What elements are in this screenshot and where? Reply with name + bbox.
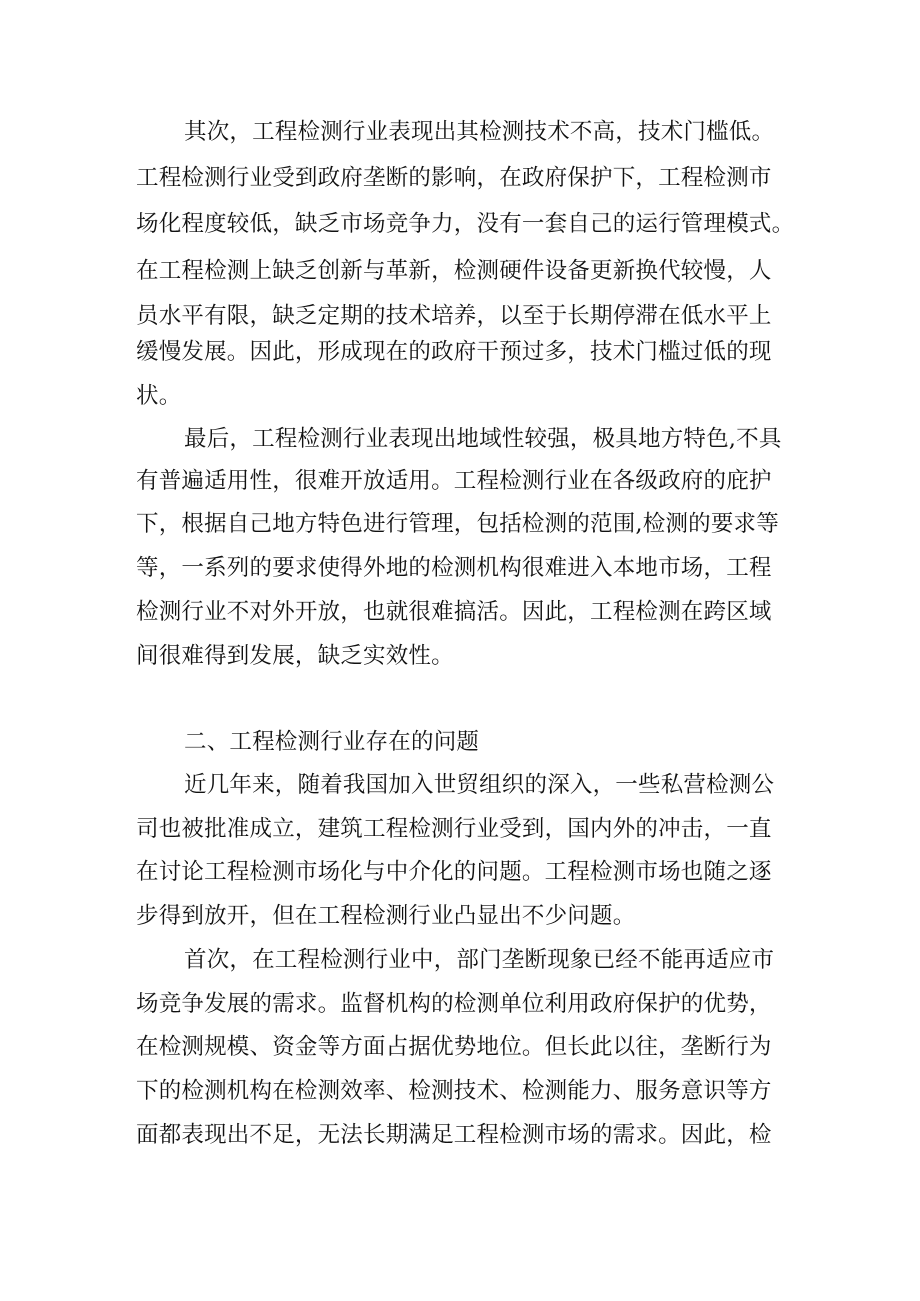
paragraph-2-line: 下，根据自己地方特色进行管理，包括检测的范围,检测的要求等 bbox=[136, 511, 779, 537]
paragraph-4-line: 首次，在工程检测行业中，部门垄断现象已经不能再适应市 bbox=[184, 947, 775, 973]
paragraph-4-line: 在检测规模、资金等方面占据优势地位。但长此以往，垄断行为 bbox=[136, 1034, 772, 1060]
paragraph-3-line: 步得到放开，但在工程检测行业凸显出不少问题。 bbox=[136, 903, 636, 929]
paragraph-1-line: 其次，工程检测行业表现出其检测技术不高，技术门槛低。 bbox=[184, 119, 775, 145]
paragraph-4-line: 下的检测机构在检测效率、检测技术、检测能力、服务意识等方 bbox=[136, 1078, 772, 1104]
paragraph-2-line: 有普遍适用性，很难开放适用。工程检测行业在各级政府的庇护 bbox=[136, 468, 772, 494]
section-heading: 二、工程检测行业存在的问题 bbox=[184, 729, 480, 755]
paragraph-1-line: 缓慢发展。因此，形成现在的政府干预过多，技术门槛过低的现 bbox=[136, 339, 772, 365]
paragraph-1-line: 员水平有限，缺乏定期的技术培养，以至于长期停滞在低水平上 bbox=[136, 303, 772, 329]
paragraph-1-line: 状。 bbox=[136, 383, 182, 409]
paragraph-4-line: 场竞争发展的需求。监督机构的检测单位利用政府保护的优势， bbox=[136, 991, 772, 1017]
paragraph-1-line: 场化程度较低，缺乏市场竞争力，没有一套自己的运行管理模式。 bbox=[136, 211, 795, 237]
paragraph-2-line: 检测行业不对外开放，也就很难搞活。因此，工程检测在跨区域 bbox=[136, 599, 772, 625]
paragraph-1-line: 工程检测行业受到政府垄断的影响，在政府保护下，工程检测市 bbox=[136, 165, 772, 191]
paragraph-2-line: 等，一系列的要求使得外地的检测机构很难进入本地市场，工程 bbox=[136, 555, 772, 581]
paragraph-2-line: 最后，工程检测行业表现出地域性较强，极具地方特色,不具 bbox=[184, 426, 782, 452]
paragraph-3-line: 在讨论工程检测市场化与中介化的问题。工程检测市场也随之逐 bbox=[136, 859, 772, 885]
paragraph-1-line: 在工程检测上缺乏创新与革新，检测硬件设备更新换代较慢，人 bbox=[136, 258, 772, 284]
paragraph-3-line: 司也被批准成立，建筑工程检测行业受到，国内外的冲击，一直 bbox=[136, 816, 772, 842]
paragraph-2-line: 间很难得到发展，缺乏实效性。 bbox=[136, 643, 454, 669]
paragraph-3-line: 近几年来，随着我国加入世贸组织的深入，一些私营检测公 bbox=[184, 772, 775, 798]
paragraph-4-line: 面都表现出不足，无法长期满足工程检测市场的需求。因此，检 bbox=[136, 1122, 772, 1148]
